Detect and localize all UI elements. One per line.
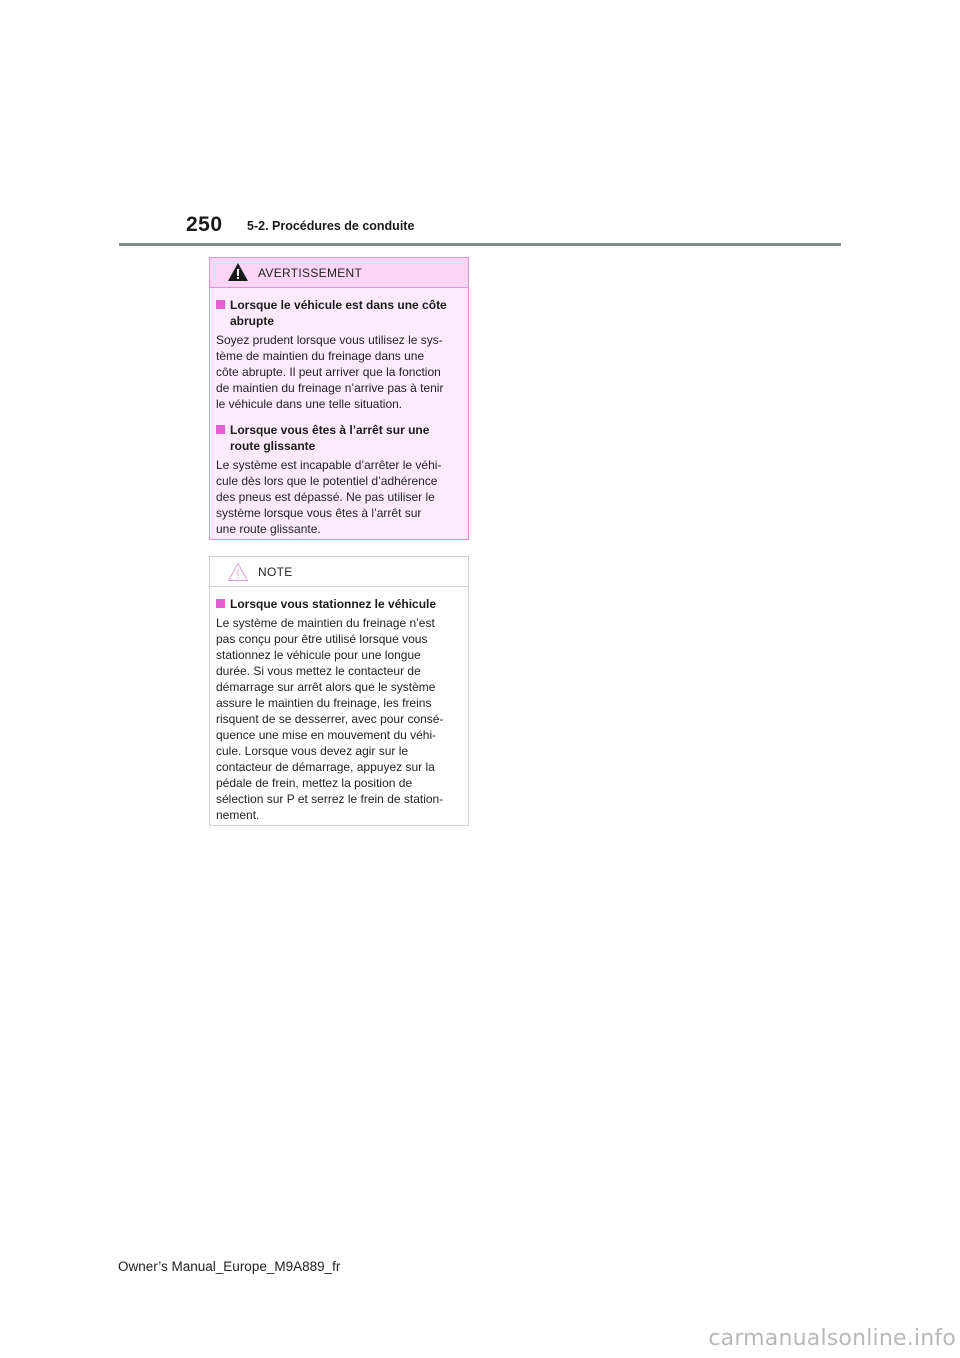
warning-text-2: Le système est incapable d’arrêter le véhi- cule dès lors que le potentiel d’adhérence des pneus est dépassé. Ne pas utiliser le système lorsque vous êtes à l’arrêt sur une route glissante. bbox=[216, 458, 442, 536]
section-title: 5-2. Procédures de conduite bbox=[247, 219, 415, 233]
bullet-square-icon bbox=[216, 300, 225, 309]
caution-outline-icon bbox=[227, 562, 249, 582]
header-rule bbox=[119, 243, 841, 246]
note-heading-1: Lorsque vous stationnez le véhicule bbox=[216, 596, 462, 612]
warning-box bbox=[209, 257, 469, 540]
footer-text: Owner’s Manual_Europe_M9A889_fr bbox=[118, 1259, 341, 1274]
warning-heading-1: Lorsque le véhicule est dans une côte abrupte bbox=[216, 297, 462, 329]
note-text-1: Le système de maintien du freinage n’est pas conçu pour être utilisé lorsque vous stationnez le véhicule pour une longue durée. Si vous mettez le contacteur de démarrage sur arrêt alors que le système assure le maintien du freinage, les freins risquent de se desserrer, avec pour consé- quence une mise en mouvement du véhi- cule. Lorsque vous devez agir sur le contacteur de démarrage, appuyez sur la pédale de frein, mettez la position de sélection sur P et serrez le frein de station- nement. bbox=[216, 616, 444, 822]
watermark-logo: carmanualsonline.info bbox=[708, 1326, 956, 1351]
bullet-square-icon bbox=[216, 599, 225, 608]
page-number: 250 bbox=[186, 213, 223, 236]
warning-header bbox=[210, 258, 468, 288]
warning-title: AVERTISSEMENT bbox=[258, 266, 363, 280]
warning-heading-2: Lorsque vous êtes à l’arrêt sur une route glissante bbox=[216, 422, 462, 454]
note-title: NOTE bbox=[258, 565, 293, 579]
warning-triangle-icon bbox=[227, 262, 249, 282]
warning-text-1: Soyez prudent lorsque vous utilisez le sys- tème de maintien du freinage dans une côte abrupte. Il peut arriver que la fonction de maintien du freinage n’arrive pas à tenir le véhicule dans une telle situation. bbox=[216, 333, 444, 411]
note-box bbox=[209, 556, 469, 826]
note-header bbox=[210, 557, 468, 587]
bullet-square-icon bbox=[216, 425, 225, 434]
